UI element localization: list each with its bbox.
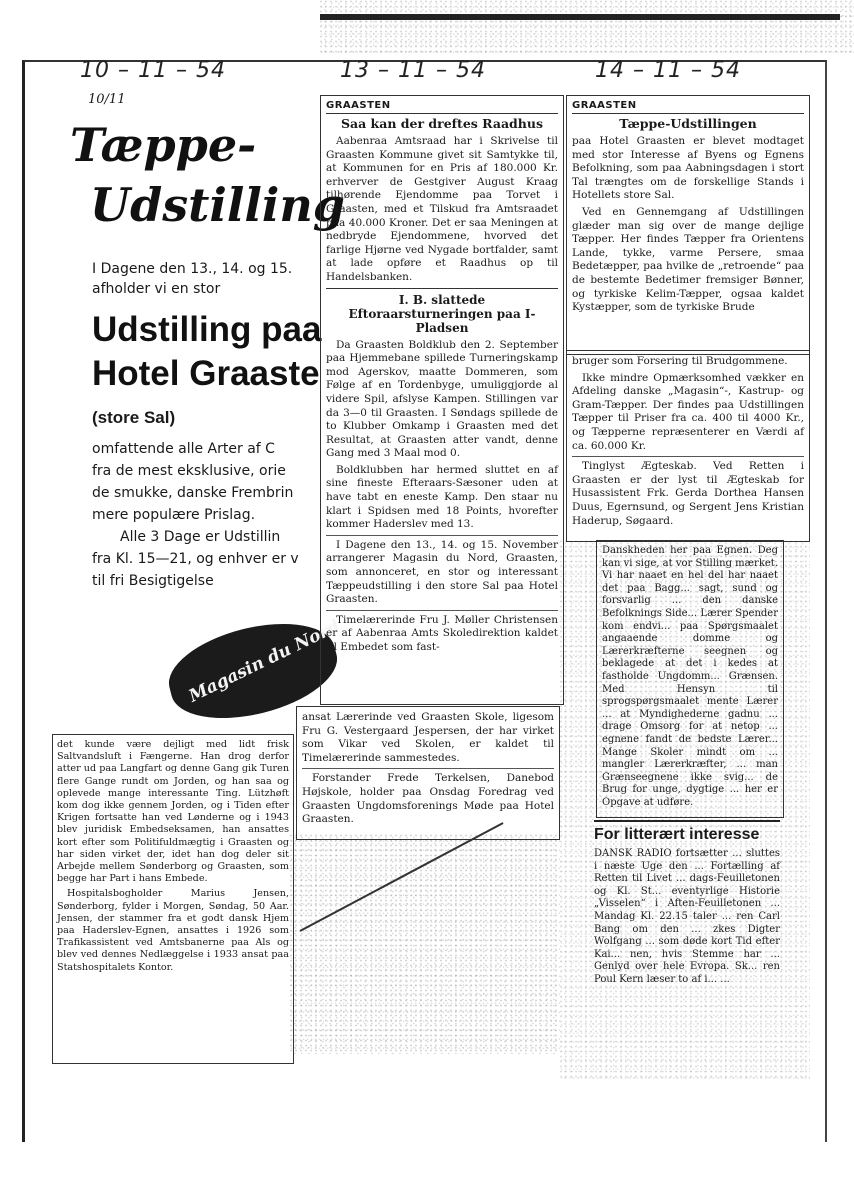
ad-room: (store Sal) [92,408,176,427]
date-label-2: 13 – 11 – 54 [340,58,486,83]
date-label-3: 14 – 11 – 54 [595,58,741,83]
ad-body-line: omfattende alle Arter af C [92,441,275,457]
article-paragraph: Da Graasten Boldklub den 2. September paa Hjemmebane spillede Turneringskamp mod Agerskov, maatte Dommeren, som Følge af en Tordenbyge, umuliggjorde al videre Spil, afslyse Kampen. Stillingen var da 3—0 til Graasten. I Søndags spillede de to Klubber Omkamp i Graasten med det Resultat, at Graasten atter vandt, denne Gang med 3 Maal mod 0. [326,338,558,460]
headline-taeppe: Tæppe-Udstillingen [619,116,757,131]
ad-title-line1: Tæppe- [70,118,257,172]
ad-body-line: til fri Besigtigelse [92,573,214,589]
headline-litteraert: For litterært interesse [594,820,780,844]
section-label: GRAASTEN [572,100,804,114]
article-paragraph: Forstander Frede Terkelsen, Danebod Højskole, holder paa Onsdag Foredrag ved Graasten Ungdomsforenings Møde paa Hotel Graasten. [302,768,554,826]
ad-intro-line1: I Dagene den 13., 14. og 15. [92,261,293,277]
ad-body-line: mere populære Prislag. [92,507,256,523]
article-paragraph: I Dagene den 13., 14. og 15. November arrangerer Magasin du Nord, Graasten, som annonceret, en stor og interessant Tæppeudstilling i den store Sal paa Hotel Graasten. [326,535,558,607]
ad-body-line: de smukke, danske Frembrin [92,485,294,501]
right-column [566,95,810,355]
left-paragraph: det kunde være dejligt med lidt frisk Saltvandsluft i Fængerne. Han drog derfor atter ud paa Langfart og denne Gang gik Turen flere Gange rundt om Jorden, og han saa og oplevede mange interessante Ting. Lützhøft kom dog ikke gennem Jorden, og i Tiden efter Krigen fortsatte han ved Lønderne og i 1943 blev juridisk Embedseksamen, han ansattes kort efter som Politifuldmægtig i Graasten og har siden virket der, idet han dog deler sit Arbejde mellem Sønderborg og Graasten, som begge har Part i hans Embede. [57,739,289,885]
middle-column [320,95,564,705]
article-paragraph: paa Hotel Graasten er blevet modtaget med stor Interesse af Byens og Egnens Befolkning, som paa Aabningsdagen i stort Tal trængtes om de forskellige Stands i Hotellets store Sal. [572,135,804,202]
article-paragraph: Tinglyst Ægteskab. Ved Retten i Graasten er der lyst til Ægteskab for Husassistent Frk. Gerda Dorthea Hansen Duus, Egernsund, og Sergent Jens Kristian Haderup, Søgaard. [572,456,804,528]
ad-title-line2: Udstilling [90,178,345,232]
ad-subtitle-line2: Hotel Graaste [92,354,320,393]
article-paragraph: ansat Lærerinde ved Graasten Skole, ligesom Fru G. Vestergaard Jespersen, der har virket som Vikar ved Skolen, er kaldet til Timelærerinde sammestedes. [302,711,554,764]
left-bottom-article [52,734,294,1064]
section-label: GRAASTEN [326,100,558,114]
ad-note: 10/11 [88,92,126,107]
headline-turnering: I. B. slattede Eftoraarsturneringen paa I-Pladsen [326,288,558,335]
scan-noise-top [320,0,854,55]
article-paragraph: Aabenraa Amtsraad har i Skrivelse til Graasten Kommune givet sit Samtykke til, at Kommunen for en Pris af 180.000 Kr. erhverver de Gestgiver August Kraag tilhørende Ejendomme paa Torvet i Graasten, med et Tilskud fra Amtsraadet paa 40.000 Kroner. Det er saa Meningen at nedbryde Ejendommene, hvorved det farlige Hjørne ved Nygade bortfalder, samt at lade opføre et Raadhus op til Handelsbanken. [326,135,558,283]
article-paragraph: Timelærerinde Fru J. Møller Christensen er af Aabenraa Amts Skoledirektion kaldet til Embedet som fast- [326,610,558,655]
middle-column-lower [296,706,560,840]
ad-body [92,438,322,592]
ad-subtitle-line1: Udstilling paa [92,310,322,349]
ad-body-line: fra Kl. 15—21, og enhver er v [92,551,299,567]
article-paragraph: bruger som Forsering til Brudgommene. [572,355,788,367]
left-paragraph: Hospitalsbogholder Marius Jensen, Sønderborg, fylder i Morgen, Søndag, 50 Aar. Jensen, der stammer fra et godt dansk Hjem paa Haderslev-Egnen, ansattes i 1926 som Trafikassistent ved Amtsbanerne paa Als og blev ved dennes Nedlæggelse i 1933 ansat paa Statshospitalets Kontor. [57,888,289,973]
scan-bar-top [320,14,840,20]
article-paragraph: Danskheden her paa Egnen. Deg kan vi sige, at vor Stilling mærket. Vi har naaet en hel del har naaet det paa Bagg... sagt, sund og forsvarlig ... den danske Befolknings Side... Lærer Spender kom endvi... paa Spørgsmaalet angaaende domme og Lærerkræfterne seegnen og beklagede at det i kedes at fastholde Ungdomm... Grænsen. Med Hensyn til sprogspørgsmaalet mente Lærer ... at Myndighederne gadnu ... drage Omsorg for at netop ... egnene fandt de bedste Lærer... Mange Skoler mindt om ... mangler Lærerkræfter, ... man Grænseegnene ikke svig... de Brug for unge, dygtige ... her er Opgave at udføre. [602,545,778,808]
article-paragraph: Ved en Gennemgang af Udstillingen glæder man sig over de mange dejlige Tæpper. Her findes Tæpper fra Orientens Lande, tykke, varme Persere, smaa Bedetæpper, paa hvilke de „retroende“ paa de bestemte Bedetimer fremsiger Bønner, og tyrkiske Kelim-Tæpper, ogsaa kaldet Kystæpper, som de tyrkiske Brude [572,205,804,314]
ad-body-line: Alle 3 Dage er Udstillin [120,529,281,545]
right-column-lower [596,540,784,818]
date-label-1: 10 – 11 – 54 [80,58,226,83]
ad-body-line: fra de mest eksklusive, orie [92,463,286,479]
magasin-logo-text: Magasin du Nord [185,616,343,707]
right-column-mid [566,350,810,542]
ad-intro-line2: afholder vi en stor [92,281,221,297]
article-paragraph: Ikke mindre Opmærksomhed vækker en Afdeling danske „Magasin“-, Kastrup- og Gram-Tæpper. Der findes paa Udstillingen Tæpper til Priser fra ca. 400 til 4000 Kr., og Tæpperne repræsenterer en Værdi af ca. 60.000 Kr. [572,371,804,452]
article-paragraph: Boldklubben har hermed sluttet en af sine fineste Efteraars-Sæsoner uden at have tabt en eneste Kamp. Den staar nu klart i Spidsen med 18 Points, hvorefter kommer Haderslev med 13. [326,463,558,531]
right-column-bottom [590,818,784,1062]
article-paragraph: DANSK RADIO fortsætter ... sluttes i næste Uge den ... Fortælling af Retten til Livet ... dags-Feuilletonen og Kl. St... eventyrlige Historie „Visselen“ i Aften-Feuilletonen ... Mandag Kl. 22.15 taler ... ren Carl Bang om den ... zkes Digter Wolfgang ... som døde kort Tid efter Kai... nen, hvis Stemme har ... Genlyd over hele Evropa. Sk... ren Poul Kern læser to af i... ... [594,848,780,985]
headline-raadhus: Saa kan der dreftes Raadhus [340,116,543,131]
